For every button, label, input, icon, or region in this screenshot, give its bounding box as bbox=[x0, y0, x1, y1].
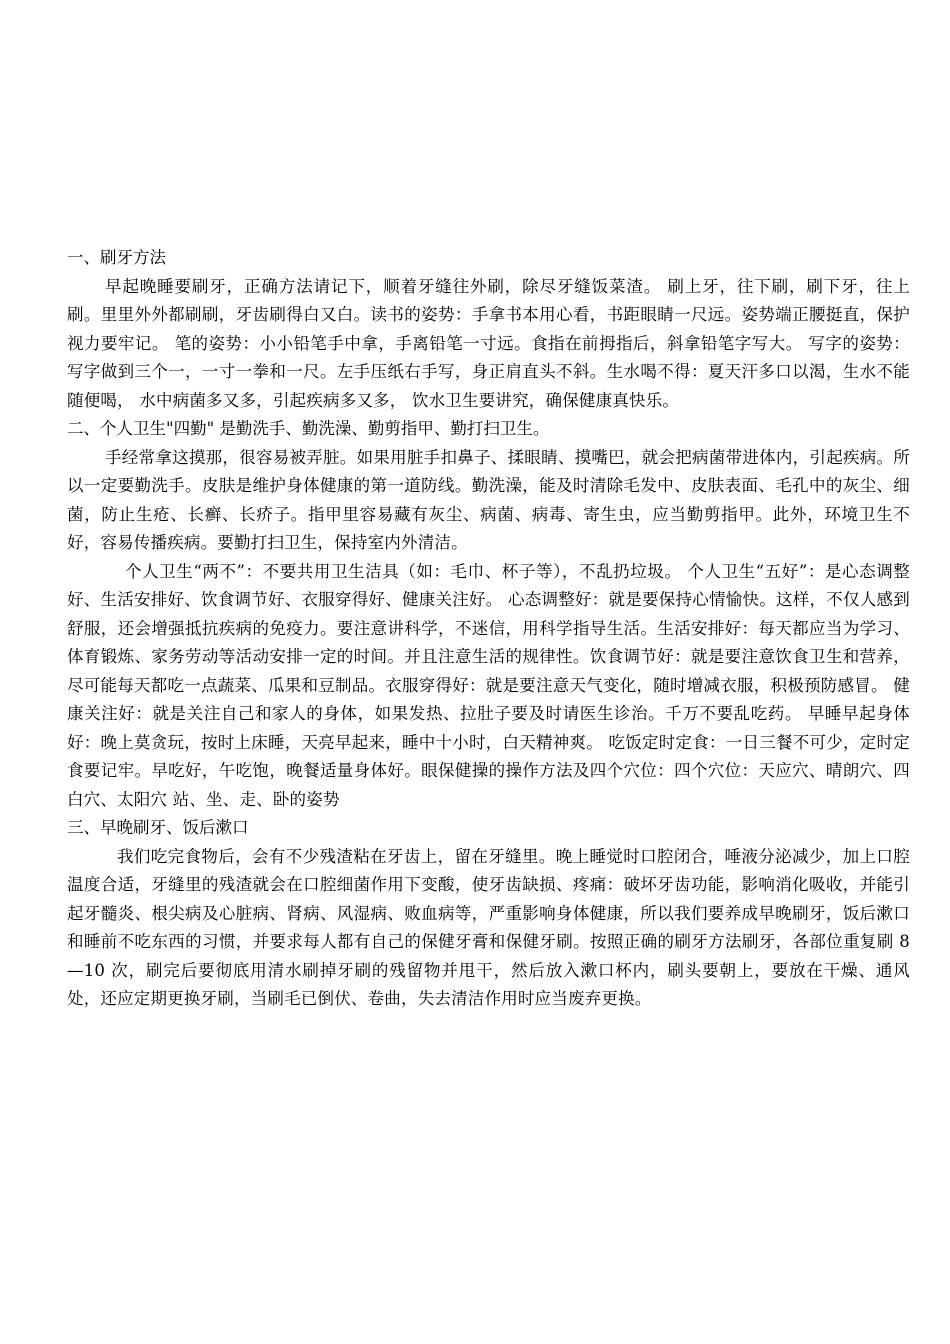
section-heading-personal-hygiene: 二、个人卫生"四勤" 是勤洗手、勤洗澡、勤剪指甲、勤打扫卫生。 bbox=[67, 419, 550, 438]
section-heading-brushing-rinsing: 三、早晚刷牙、饭后漱口 bbox=[67, 818, 249, 837]
section-paragraph-brushing-rinsing: 我们吃完食物后，会有不少残渣粘在牙齿上，留在牙缝里。晚上睡觉时口腔闭合，唾液分泌减少，加上口腔温度合适，牙缝里的残渣就会在口腔细菌作用下变酸，使牙齿缺损、疼痛：破坏牙齿功能，影响消化吸收，并能引起牙髓炎、根尖病及心脏病、肾病、风湿病、败血病等，严重影响身体健康，所以我们要养成早晚刷牙，饭后漱口和睡前不吃东西的习惯，并要求每人都有自己的保健牙膏和保健牙刷。按照正确的刷牙方法刷牙，各部位重复刷 8—10 次，刷完后要彻底用清水刷掉牙刷的残留物并甩干，然后放入漱口杯内，刷头要朝上，要放在干燥、通风处，还应定期更换牙刷，当刷毛已倒伏、卷曲，失去清洁作用时应当废弃更换。 bbox=[67, 846, 910, 1008]
section-heading-toothbrushing-method: 一、刷牙方法 bbox=[67, 248, 166, 267]
section-paragraph-four-diligences: 手经常拿这摸那，很容易被弄脏。如果用脏手扣鼻子、揉眼睛、摸嘴巴，就会把病菌带进体内，引起疾病。所以一定要勤洗手。皮肤是维护身体健康的第一道防线。勤洗澡，能及时清除毛发中、皮肤表面、毛孔中的灰尘、细菌，防止生疮、长癣、长疥子。指甲里容易藏有灰尘、病菌、病毒、寄生虫，应当勤剪指甲。此外，环境卫生不好，容易传播疾病。要勤打扫卫生，保持室内外清洁。 bbox=[67, 447, 910, 552]
section-paragraph-toothbrushing-method: 早起晚睡要刷牙，正确方法请记下，顺着牙缝往外刷，除尽牙缝饭菜渣。 刷上牙，往下刷，刷下牙，往上刷。里里外外都刷刷，牙齿刷得白又白。读书的姿势：手拿书本用心看，书距眼睛一尺远。姿势端正腰挺直，保护视力要牢记。 笔的姿势：小小铅笔手中拿，手离铅笔一寸远。食指在前拇指后，斜拿铅笔字写大。 写字的姿势：写字做到三个一，一寸一拳和一尺。左手压纸右手写，身正肩直头不斜。生水喝不得：夏天汗多口以渴，生水不能随便喝， 水中病菌多又多，引起疾病多又多， 饮水卫生要讲究，确保健康真快乐。 bbox=[67, 276, 910, 410]
document-body bbox=[67, 244, 910, 1014]
section-paragraph-two-nots-five-goods: 个人卫生“两不”：不要共用卫生洁具（如：毛巾、杯子等），不乱扔垃圾。 个人卫生“五好”：是心态调整好、生活安排好、饮食调节好、衣服穿得好、健康关注好。 心态调整好：就是要保持心情愉快。这样，不仅人感到舒服，还会增强抵抗疾病的免疫力。要注意讲科学，不迷信，用科学指导生活。生活安排好：每天都应当为学习、体育锻炼、家务劳动等活动安排一定的时间。并且注意生活的规律性。饮食调节好：就是要注意饮食卫生和营养，尽可能每天都吃一点蔬菜、瓜果和豆制品。衣服穿得好：就是要注意天气变化，随时增减衣服，积极预防感冒。 健康关注好：就是关注自己和家人的身体，如果发热、拉肚子要及时请医生诊治。千万不要乱吃药。 早睡早起身体好：晚上莫贪玩，按时上床睡，天亮早起来，睡中十小时，白天精神爽。 吃饭定时定食：一日三餐不可少，定时定食要记牢。早吃好，午吃饱，晚餐适量身体好。眼保健操的操作方法及四个穴位：四个穴位：天应穴、晴朗穴、四白穴、太阳穴 站、坐、走、卧的姿势 bbox=[67, 561, 910, 809]
